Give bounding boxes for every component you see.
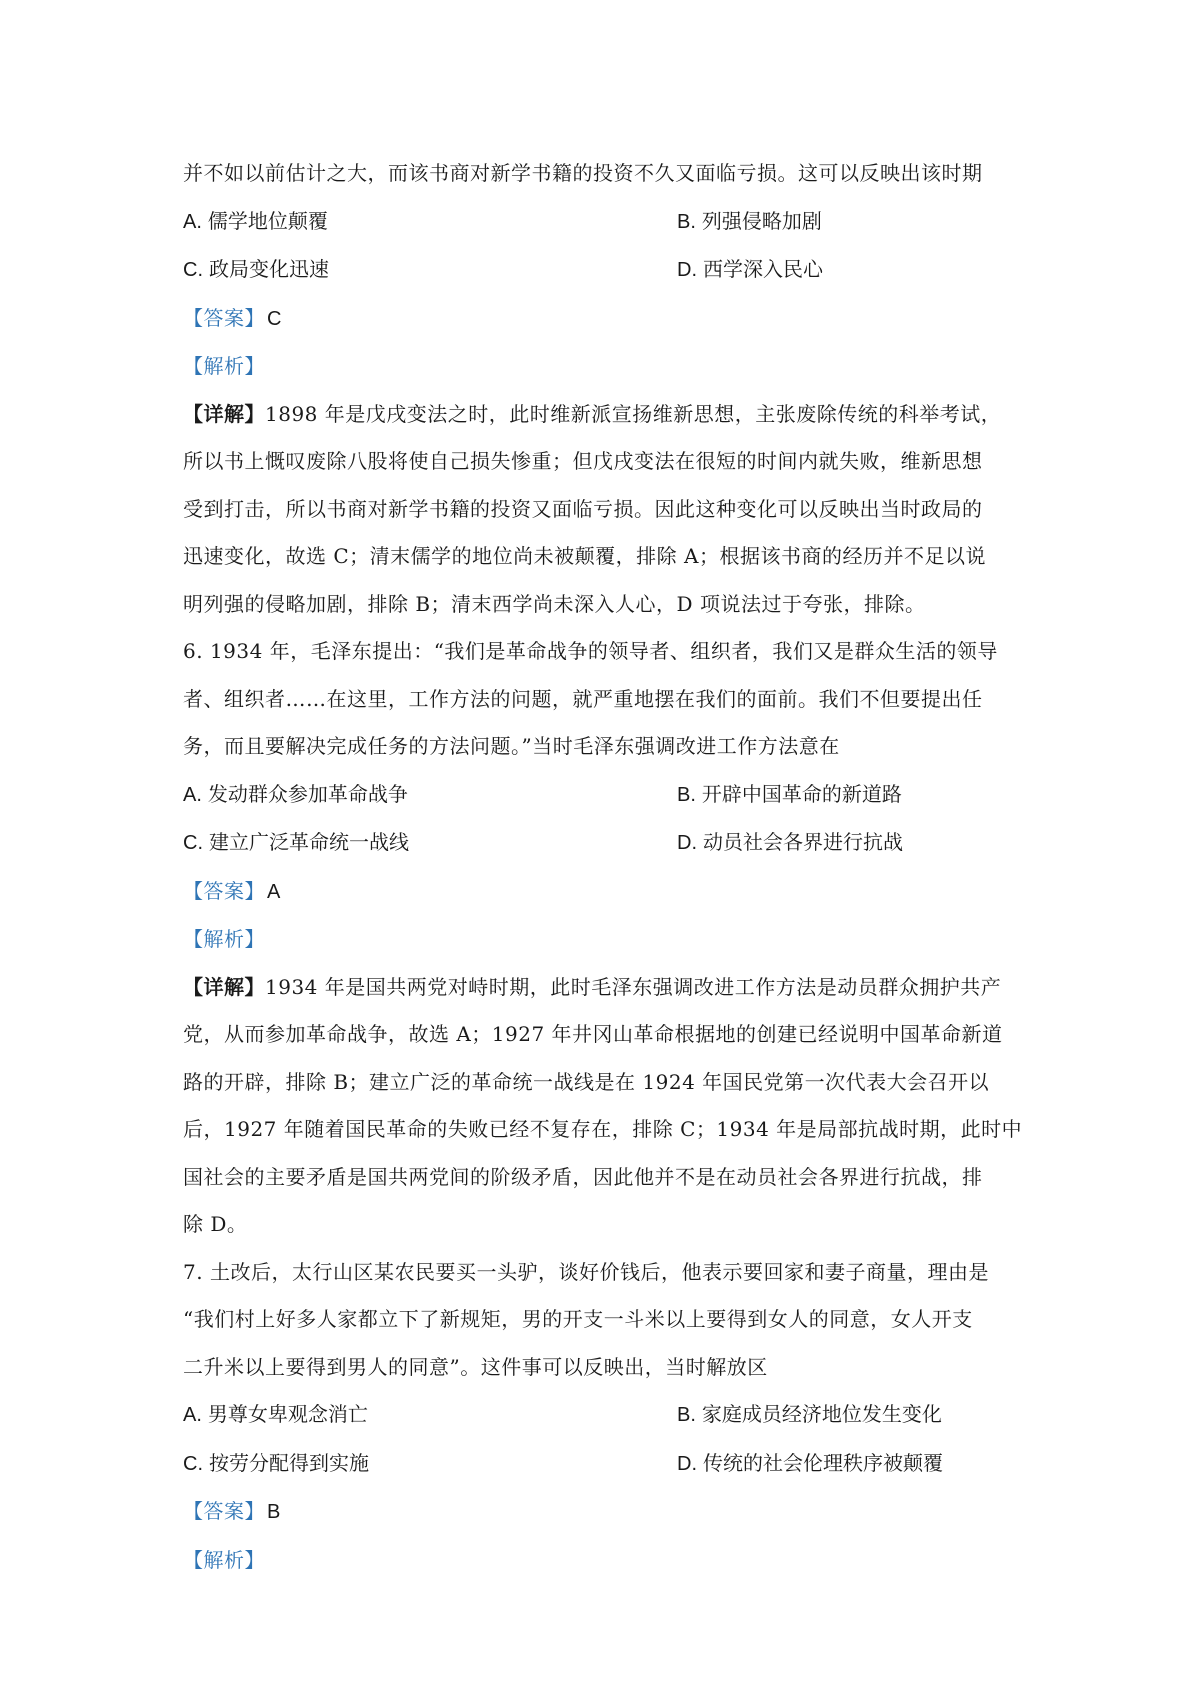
analysis-tag: 【解析】 (183, 927, 265, 951)
detail-text: 1898 年是戊戌变法之时，此时维新派宣扬维新思想，主张废除传统的科举考试， (265, 401, 1002, 426)
option-text: 列强侵略加剧 (701, 208, 822, 233)
option-letter: D. (677, 259, 697, 281)
q7-stem-line: “我们村上好多人家都立下了新规矩，男的开支一斗米以上要得到女人的同意，女人开支 (183, 1307, 973, 1331)
q6-detail-line: 后，1927 年随着国民革命的失败已经不复存在，排除 C；1934 年是局部抗战时期，此时中 (183, 1117, 1023, 1141)
q5-option-d (677, 246, 1033, 295)
detail-text: 1934 年是国共两党对峙时期，此时毛泽东强调改进工作方法是动员群众拥护共产 (265, 974, 1002, 999)
q7-option-c (183, 1440, 677, 1489)
q7-options-row-2 (183, 1440, 1033, 1489)
option-letter: A. (183, 783, 202, 806)
q5-detail-line: 受到打击，所以书商对新学书籍的投资又面临亏损。因此这种变化可以反映出当时政局的 (183, 496, 983, 521)
q6-stem-line: 者、组织者……在这里，工作方法的问题，就严重地摆在我们的面前。我们不但要提出任 (183, 686, 983, 711)
option-letter: C. (183, 832, 203, 854)
q6-detail-line: 党，从而参加革命战争，故选 A；1927 年井冈山革命根据地的创建已经说明中国革命新道 (183, 1022, 1003, 1046)
option-text: 传统的社会伦理秩序被颠覆 (703, 1450, 943, 1475)
answer-value: C (267, 307, 282, 330)
q6-detail-line: 国社会的主要矛盾是国共两党间的阶级矛盾，因此他并不是在动员社会各界进行抗战，排 (183, 1164, 983, 1189)
answer-tag: 【答案】 (183, 878, 265, 903)
q7-answer (183, 1488, 1033, 1537)
option-text: 按劳分配得到实施 (209, 1450, 369, 1475)
q5-answer (183, 295, 1033, 344)
answer-value: B (267, 1501, 281, 1523)
q5-analysis-heading (183, 343, 1033, 391)
q7-stem-line: 二升米以上要得到男人的同意”。这件事可以反映出，当时解放区 (183, 1354, 768, 1379)
q6-detail-line: 除 D。 (183, 1212, 248, 1236)
q6-stem-line: 务，而且要解决完成任务的方法问题。”当时毛泽东强调改进工作方法意在 (183, 734, 840, 758)
q5-option-b (677, 198, 1033, 247)
option-letter: C. (183, 1452, 203, 1475)
q6-answer (183, 868, 1033, 917)
analysis-tag: 【解析】 (183, 354, 265, 378)
q6-stem-line: 6. 1934 年，毛泽东提出：“我们是革命战争的领导者、组织者，我们又是群众生活的领导 (183, 639, 998, 663)
q6-options-row-1 (183, 771, 1033, 820)
q7-option-d (677, 1440, 1033, 1489)
detail-tag: 【详解】 (183, 974, 265, 999)
q6-options-row-2 (183, 819, 1033, 868)
q5-option-c (183, 246, 677, 295)
option-text: 政局变化迅速 (209, 257, 329, 281)
q7-stem-line: 7. 土改后，太行山区某农民要买一头驴，谈好价钱后，他表示要回家和妻子商量，理由是 (183, 1259, 989, 1284)
option-letter: B. (677, 1404, 696, 1426)
q6-detail-line (183, 964, 1033, 1012)
option-letter: B. (677, 210, 696, 233)
option-letter: C. (183, 259, 203, 281)
answer-tag: 【答案】 (183, 305, 265, 330)
option-letter: A. (183, 1404, 202, 1426)
q6-option-a (183, 771, 677, 820)
option-letter: D. (677, 1452, 697, 1475)
q6-option-b (677, 771, 1033, 820)
option-text: 建立广泛革命统一战线 (209, 830, 409, 854)
option-text: 西学深入民心 (703, 257, 823, 281)
option-letter: B. (677, 783, 696, 806)
q5-stem-tail: 并不如以前估计之大，而该书商对新学书籍的投资不久又面临亏损。这可以反映出该时期 (183, 161, 983, 185)
option-text: 儒学地位颠覆 (207, 208, 328, 233)
q5-options-row-1 (183, 198, 1033, 247)
answer-tag: 【答案】 (183, 1499, 265, 1523)
q6-analysis-heading (183, 916, 1033, 964)
document-page (183, 150, 1033, 1584)
q5-detail-line: 迅速变化，故选 C；清末儒学的地位尚未被颠覆，排除 A；根据该书商的经历并不足以说 (183, 544, 986, 568)
option-text: 动员社会各界进行抗战 (703, 830, 903, 854)
q6-detail-line: 路的开辟，排除 B；建立广泛的革命统一战线是在 1924 年国民党第一次代表大会召开以 (183, 1069, 990, 1094)
option-text: 发动群众参加革命战争 (207, 781, 408, 806)
q7-analysis-heading (183, 1537, 1033, 1585)
option-letter: D. (677, 832, 697, 854)
option-text: 家庭成员经济地位发生变化 (701, 1402, 942, 1426)
q7-option-a (183, 1391, 677, 1440)
detail-tag: 【详解】 (183, 401, 265, 426)
q5-options-row-2 (183, 246, 1033, 295)
q7-option-b (677, 1391, 1033, 1440)
answer-value: A (267, 880, 281, 903)
q5-detail-line: 明列强的侵略加剧，排除 B；清末西学尚未深入人心，D 项说法过于夸张，排除。 (183, 591, 926, 616)
q6-option-d (677, 819, 1033, 868)
option-text: 开辟中国革命的新道路 (701, 781, 902, 806)
option-text: 男尊女卑观念消亡 (207, 1402, 368, 1426)
analysis-tag: 【解析】 (183, 1547, 265, 1572)
q5-detail-line: 所以书上慨叹废除八股将使自己损失惨重；但戊戌变法在很短的时间内就失败，维新思想 (183, 449, 983, 473)
q5-option-a (183, 198, 677, 247)
q6-option-c (183, 819, 677, 868)
q5-detail-line (183, 391, 1033, 439)
q7-options-row-1 (183, 1391, 1033, 1440)
option-letter: A. (183, 210, 202, 233)
